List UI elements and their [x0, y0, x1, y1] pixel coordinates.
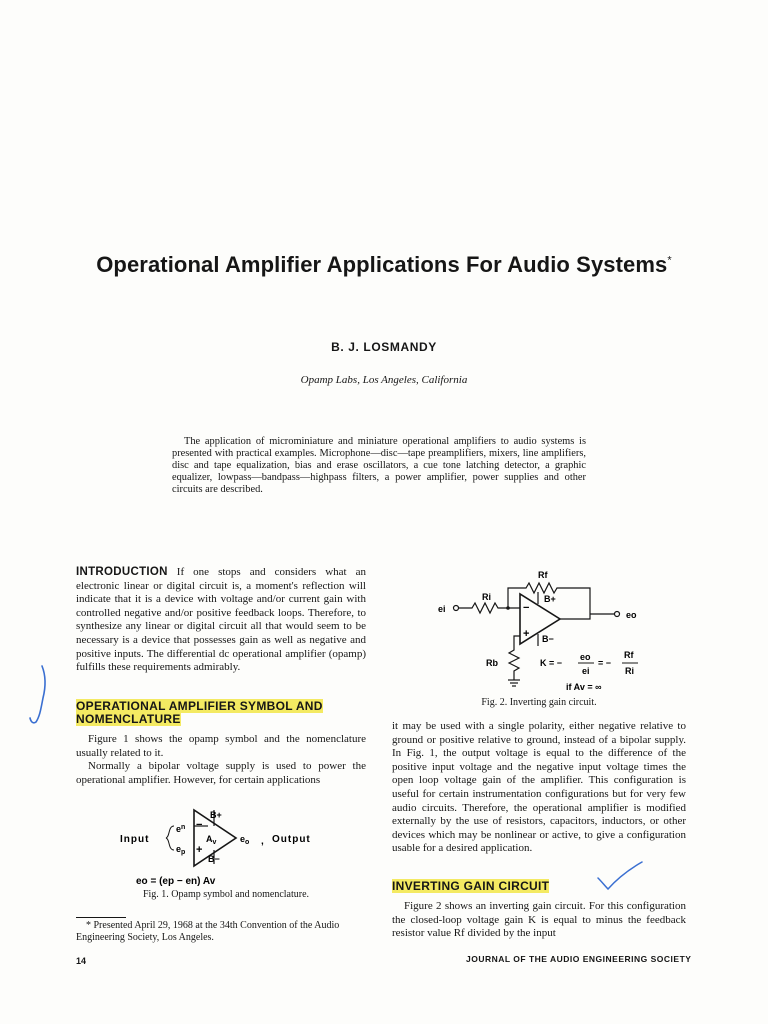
fig2-rf: Rf [538, 570, 548, 580]
fig1-bplus: B+ [210, 810, 222, 820]
fig1-en-label: $e^n$ [176, 824, 186, 834]
fig2-caption: Fig. 2. Inverting gain circuit. [481, 697, 597, 708]
introduction-section [76, 566, 366, 675]
fig1-input-label: Input [120, 834, 150, 845]
fig1-bminus: B− [208, 854, 220, 864]
fig2-ri: Ri [482, 592, 491, 602]
fig2-condition: if Av = ∞ [566, 682, 602, 692]
svg-text:−: − [523, 602, 530, 614]
opamp-symbol-heading: OPERATIONAL AMPLIFIER SYMBOL AND NOMENCLATURE [76, 699, 323, 726]
pen-margin-mark [28, 664, 56, 726]
fig2-eq-rf: Rf [624, 650, 634, 660]
inverting-gain-heading: INVERTING GAIN CIRCUIT [392, 879, 550, 893]
paragraph: Figure 1 shows the opamp symbol and the nomenclature usually related to it. [76, 733, 366, 759]
inverting-gain-text: Figure 2 shows an inverting gain circuit. For this configuration the closed-loop voltage gain K is equal to minus the feedback resistor value Rf divided by the input [392, 900, 686, 940]
fig2-eq-den: ei [582, 666, 590, 676]
fig1-equation: eo = (ep − en) Av [136, 876, 216, 887]
paragraph: Normally a bipolar voltage supply is used to power the operational amplifier. However, for certain applications [76, 760, 366, 786]
fig2-k: K = − [540, 658, 563, 668]
footnote: * Presented April 29, 1968 at the 34th Convention of the Audio Engineering Society, Los Angeles. [76, 920, 340, 943]
journal-name: JOURNAL OF THE AUDIO ENGINEERING SOCIETY [466, 954, 692, 964]
svg-text:+: + [523, 628, 530, 640]
fig2-eo: eo [626, 610, 637, 620]
fig2-ei: ei [438, 604, 446, 614]
svg-text:,: , [261, 836, 264, 847]
svg-text:−: − [196, 819, 203, 831]
affiliation: Opamp Labs, Los Angeles, California [300, 374, 468, 386]
fig2-eq-ri: Ri [625, 666, 634, 676]
figure-1-opamp-symbol [112, 806, 342, 892]
opamp-symbol-text [76, 733, 366, 787]
pen-check-mark [596, 860, 644, 892]
paper-title: Operational Amplifier Applications For Audio Systems* [96, 252, 672, 277]
fig1-av-label: $A_v$ [206, 834, 217, 846]
fig1-eo-label: $e_o$ [240, 834, 250, 846]
fig2-k-eq: = − [598, 658, 612, 668]
right-column-text: it may be used with a single polarity, either negative relative to ground or positive relative to ground, instead of a bipolar supply. In Fig. 1, the output voltage is equal to the difference of the positive input voltage and the negative input voltage times the open loop voltage gain of the amplifier. This configuration is useful for certain instrumentation configurations but for very few audio circuits. Therefore, the operational amplifier is modified externally by the use of resistors, capacitors, inductors, or other devices which may be nonlinear or active, to give a configuration usable for a desired application. [392, 720, 686, 855]
fig2-bminus: B− [542, 634, 554, 644]
title-footnote-mark: * [667, 254, 672, 267]
fig2-eq-num: eo [580, 652, 591, 662]
fig1-ep-label: $e_p$ [176, 844, 186, 856]
fig1-output-label: Output [272, 834, 311, 845]
introduction-text: If one stops and considers what an electronic linear or digital circuit is, a moment's reflection will indicate that it is a device with voltage and/or current gain with controlled negative and/or positive feedback loops. Therefore, to synthesize any linear or digital circuit all that would seem to be necessary is a device that possesses gain as well as negative and positive inputs. The differential dc operational amplifier (opamp) fulfills these requirements admirably. [76, 566, 366, 674]
footnote-rule [76, 917, 126, 918]
fig1-caption: Fig. 1. Opamp symbol and nomenclature. [142, 889, 310, 900]
author: B. J. LOSMANDY [331, 340, 437, 354]
abstract: The application of microminiature and miniature operational amplifiers to audio systems is presented with practical examples. Microphone—disc—tape preamplifiers, mixers, line amplifiers, disc and tape equalization, bias and erase oscillators, a cue tone latching detector, a graphic equalizer, lowpass—bandpass—highpass filters, a power amplifier, power supplies and other circuits are described. [172, 436, 586, 495]
page-number: 14 [76, 956, 87, 966]
fig2-rb: Rb [486, 658, 498, 668]
svg-text:+: + [196, 844, 203, 856]
fig2-bplus: B+ [544, 594, 556, 604]
introduction-heading: INTRODUCTION [76, 566, 168, 578]
figure-2-inverting-circuit [430, 566, 680, 696]
